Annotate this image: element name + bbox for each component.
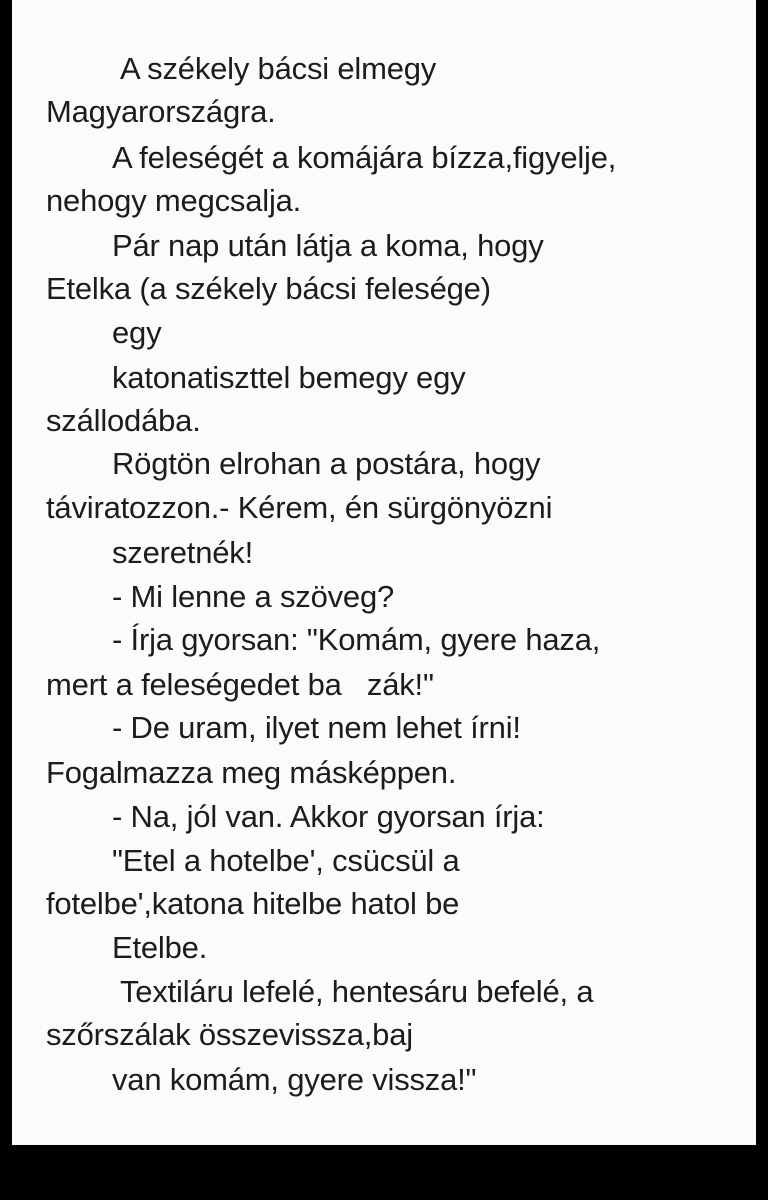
text-card <box>12 0 756 1145</box>
text-line: nehogy megcsalja. <box>46 183 302 218</box>
text-line: van komám, gyere vissza!" <box>112 1062 477 1097</box>
joke-text <box>12 0 756 1145</box>
text-line: Magyarországra. <box>46 94 276 129</box>
text-line: katonatiszttel bemegy egy <box>112 360 466 395</box>
text-line: mert a feleségedet ba zák!" <box>46 667 434 702</box>
text-line: egy <box>112 315 162 350</box>
text-line: Etelka (a székely bácsi felesége) <box>46 271 491 306</box>
text-line: - Na, jól van. Akkor gyorsan írja: <box>112 799 545 834</box>
text-line: Pár nap után látja a koma, hogy <box>112 228 544 263</box>
text-line: Fogalmazza meg másképpen. <box>46 755 457 790</box>
text-line: Rögtön elrohan a postára, hogy <box>112 446 541 481</box>
text-line: táviratozzon.- Kérem, én sürgönyözni <box>46 490 553 525</box>
text-line: Etelbe. <box>112 930 208 965</box>
text-line: fotelbe',katona hitelbe hatol be <box>46 886 460 921</box>
text-line: szállodába. <box>46 403 201 438</box>
text-line: A feleségét a komájára bízza,figyelje, <box>112 140 617 175</box>
text-line: A székely bácsi elmegy <box>120 51 437 86</box>
text-line: - Mi lenne a szöveg? <box>112 579 395 614</box>
text-line: Textiláru lefelé, hentesáru befelé, a <box>120 974 594 1009</box>
text-line: szeretnék! <box>112 535 254 570</box>
text-line: "Etel a hotelbe', csücsül a <box>112 843 460 878</box>
text-line: - Írja gyorsan: "Komám, gyere haza, <box>112 622 601 657</box>
text-line: szőrszálak összevissza,baj <box>46 1017 413 1052</box>
text-line: - De uram, ilyet nem lehet írni! <box>112 710 521 745</box>
